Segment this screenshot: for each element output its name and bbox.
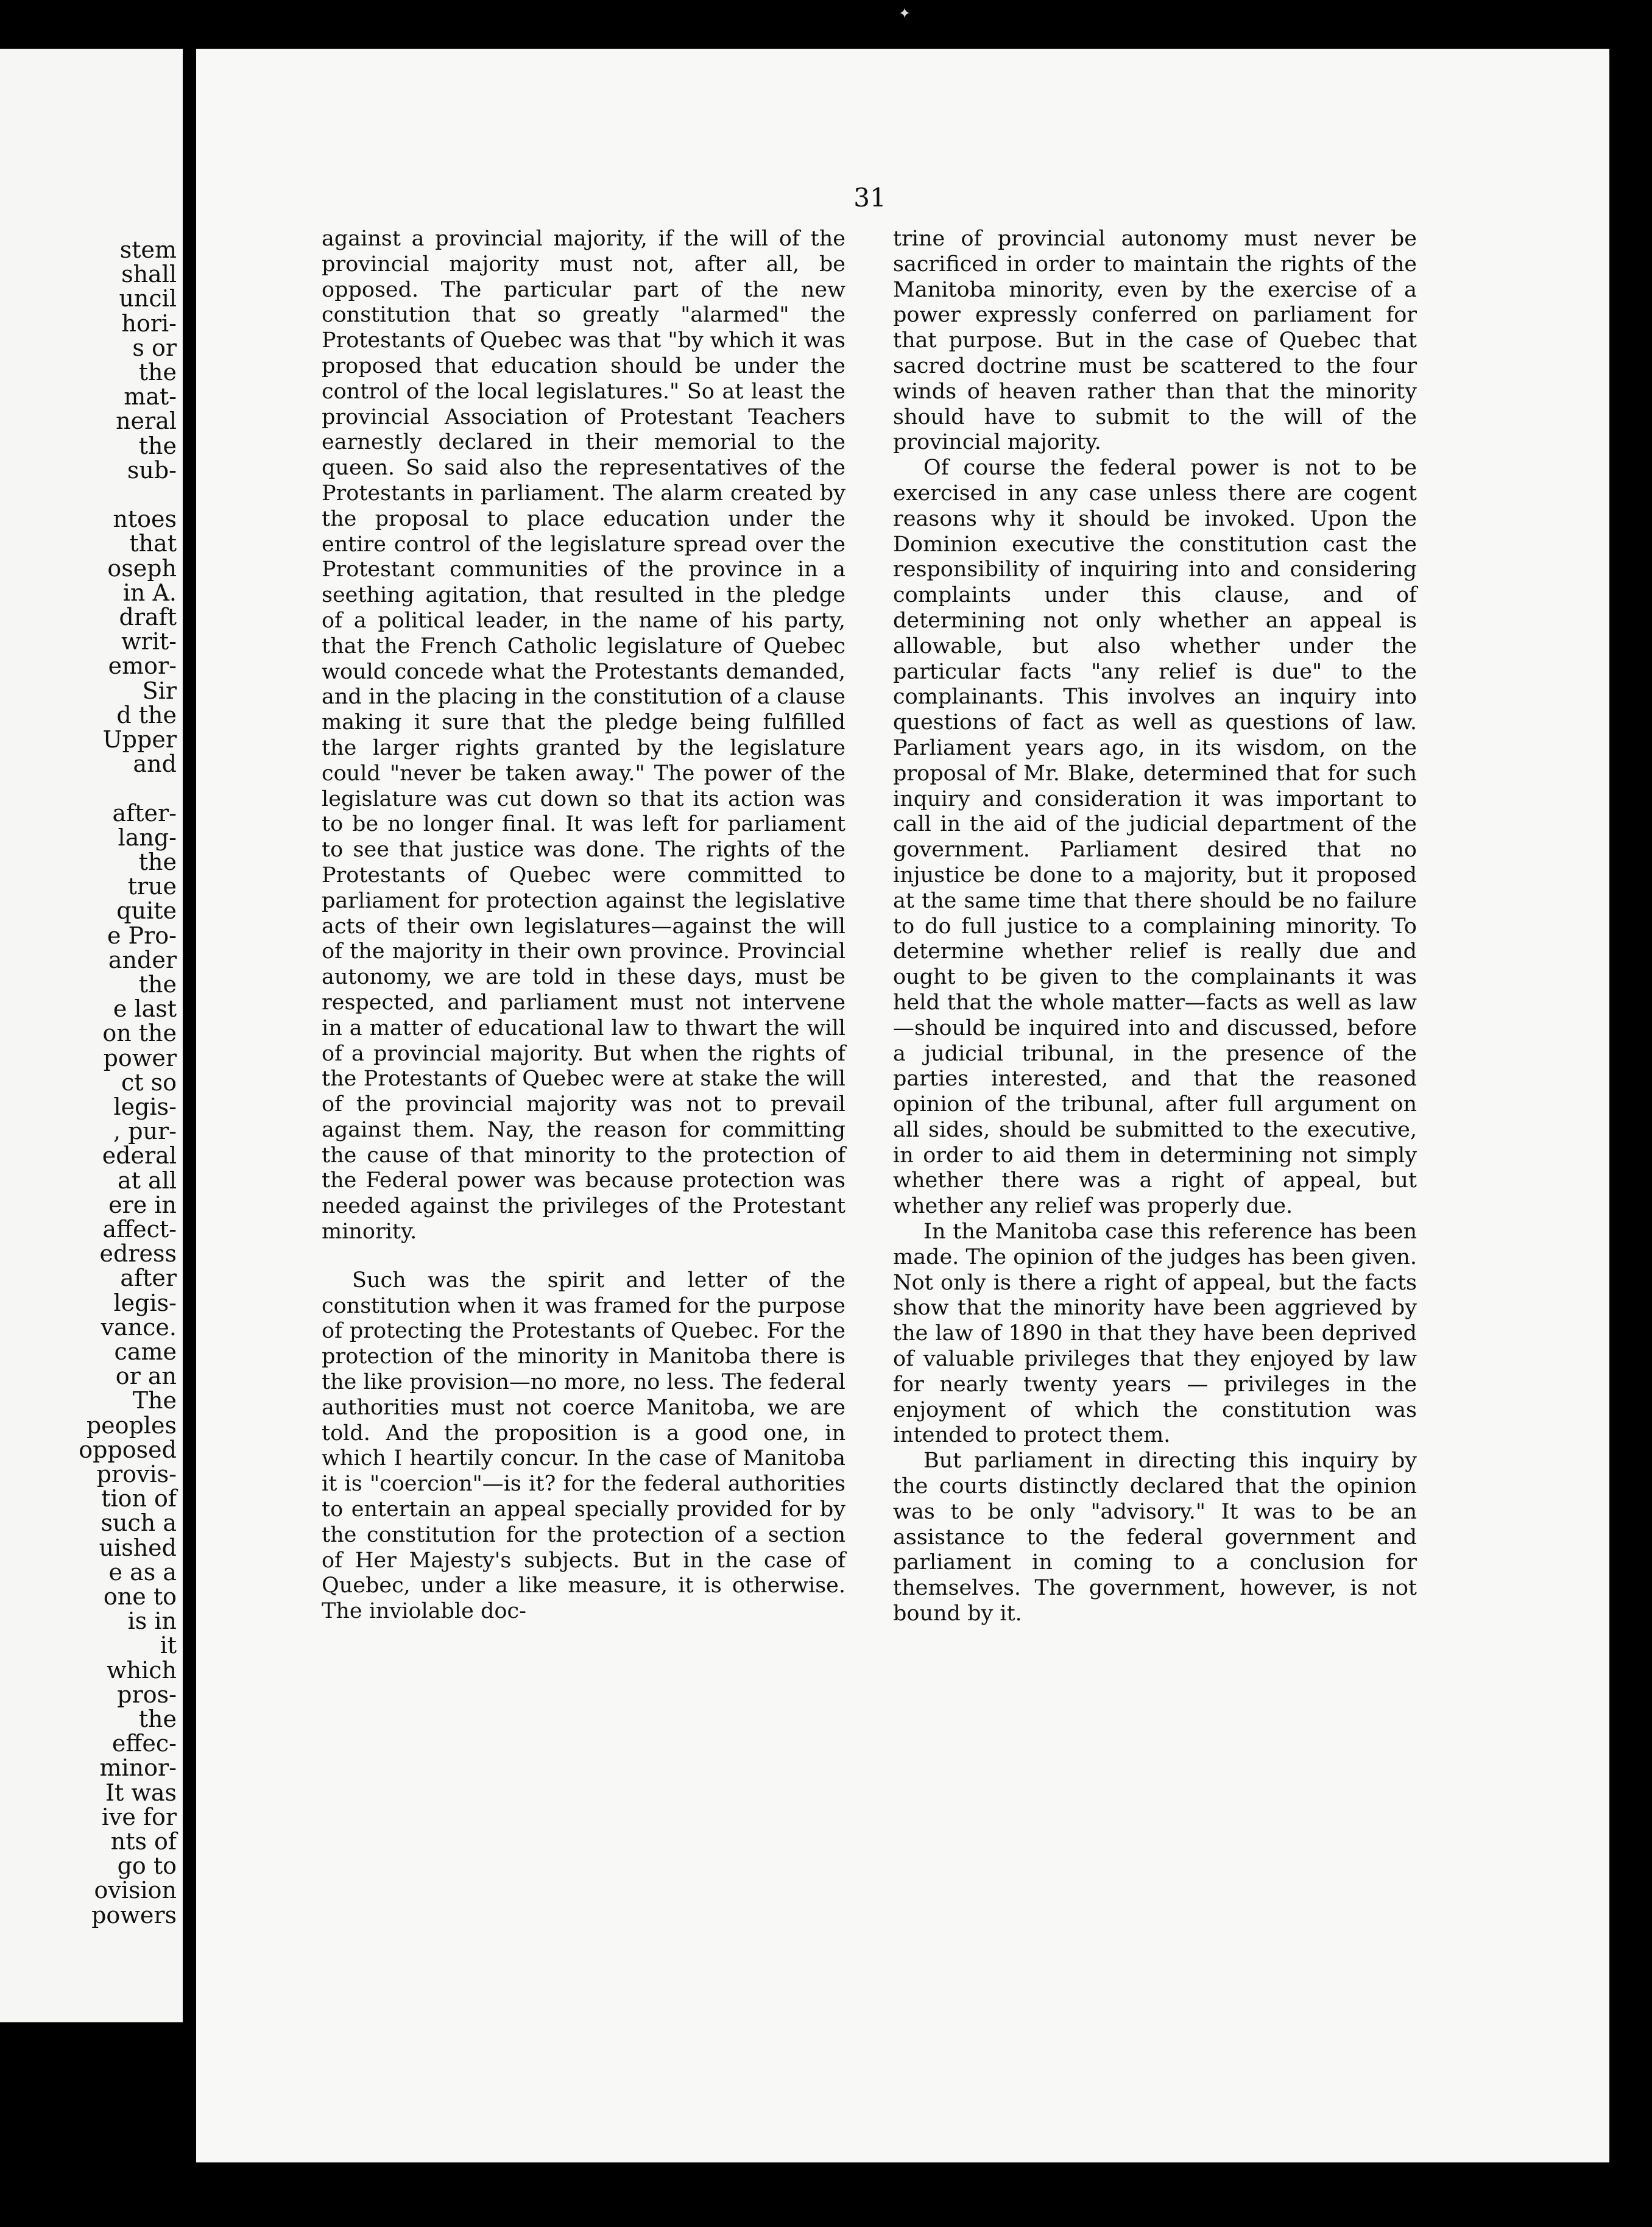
previous-page-line: neral	[116, 408, 177, 435]
previous-page-line: pros-	[117, 1681, 177, 1708]
previous-page-line: peoples	[86, 1411, 177, 1439]
previous-page-line: edress	[99, 1240, 177, 1268]
previous-page-line: opposed	[79, 1436, 177, 1463]
previous-page-line: vance.	[101, 1313, 177, 1341]
previous-page-line: d the	[116, 701, 177, 729]
previous-page-line: writ-	[121, 628, 177, 655]
previous-page-line: e Pro-	[107, 922, 177, 949]
paragraph: But parliament in directing this inquiry by the courts distinctly declared that the opinion was to be only "advisory." It was to be an assistance to the federal government and parliament in coming to a conclusion for themselves. The government, however, is not bound by it.	[893, 1449, 1417, 1626]
previous-page-edge	[0, 49, 183, 2022]
previous-page-line: in A.	[122, 579, 177, 606]
paragraph: Such was the spirit and letter of the constitution when it was framed for the purpose of protecting the Protestants of Quebec. For the protection of the minority in Manitoba there is the like provision—no more, no less. The federal authorities must not coerce Manitoba, we are told. And the proposition is a good one, in which I heartily concur. In the case of Manitoba it is "coercion"—is it? for the federal authorities to entertain an appeal specially provided for by the constitution for the protection of a section of Her Majesty's subjects. But in the case of Quebec, under a like measure, it is otherwise. The inviolable doc-	[322, 1268, 845, 1624]
previous-page-line: provis-	[96, 1461, 177, 1488]
previous-page-line: lang-	[118, 824, 177, 851]
previous-page-line: uncil	[119, 285, 177, 312]
previous-page-line: the	[138, 432, 177, 459]
previous-page-line: minor-	[99, 1754, 177, 1782]
previous-page-line: ere in	[108, 1191, 177, 1218]
previous-page-line: ntoes	[113, 506, 177, 533]
previous-page-line: the	[138, 971, 177, 998]
previous-page-line: e as a	[108, 1558, 177, 1586]
right-column	[893, 227, 1417, 1627]
paragraph: against a provincial majority, if the will of the provincial majority must not, after all, be opposed. The particular part of the new constitution that so greatly "alarmed" the Protestants of Quebec was that "by which it was proposed that education should be under the control of the local legislatures." So at least the provincial Association of Protestant Teachers earnestly declared in their memorial to the queen. So said also the representatives of the Protestants in parliament. The alarm created by the proposal to place education under the entire control of the legislature spread over the Protestant communities of the province in a seething agitation, that resulted in the pledge of a political leader, in the name of his party, that the French Catholic legislature of Quebec would concede what the Protestants demanded, and in the placing in the constitution of a clause making it sure that the pledge being fulfilled the larger rights granted by the legislature could "never be taken away." The power of the legislature was cut down so that its action was to be no longer final. It was left for parliament to see that justice was done. The rights of the Protestants of Quebec were committed to parliament for protection against the legislative acts of their own legislatures—against the will of the majority in their own province. Provincial autonomy, we are told in these days, must be respected, and parliament must not intervene in a matter of educational law to thwart the will of a provincial majority. But when the rights of the Protestants of Quebec were at stake the will of the provincial majority was not to prevail against them. Nay, the reason for committing the cause of that minority to the protection of the Federal power was because protection was needed against the privileges of the Protestant minority.	[322, 227, 845, 1244]
previous-page-line: true	[127, 873, 177, 900]
previous-page-line: power	[103, 1044, 177, 1071]
previous-page-line: go to	[117, 1852, 177, 1880]
previous-page-line: effec-	[111, 1730, 177, 1757]
paragraph: trine of provincial autonomy must never be sacrificed in order to maintain the rights of the Manitoba minority, even by the exercise of a power expressly conferred on parliament for that purpose. But in the case of Quebec that sacred doctrine must be scattered to the four winds of heaven rather than that the minority should have to submit to the will of the provincial majority.	[893, 227, 1417, 455]
previous-page-line: and	[133, 750, 177, 778]
previous-page-line: or an	[115, 1363, 177, 1390]
previous-page-line: came	[114, 1338, 177, 1365]
previous-page-line: one to	[103, 1583, 177, 1610]
previous-page-line: after-	[112, 799, 177, 827]
previous-page-line: oseph	[107, 554, 177, 582]
previous-page-line: ive for	[101, 1803, 177, 1830]
previous-page-line: ander	[108, 946, 177, 973]
previous-page-line: it	[160, 1632, 177, 1659]
previous-page-line: uished	[99, 1534, 177, 1561]
previous-page-line: Upper	[102, 726, 177, 753]
previous-page-line: ct so	[121, 1068, 177, 1096]
previous-page-line: stem	[119, 236, 177, 263]
previous-page-line: emor-	[108, 652, 177, 680]
previous-page-line: the	[138, 849, 177, 875]
previous-page-line: nts of	[110, 1828, 177, 1855]
previous-page-line: sub-	[127, 456, 177, 484]
previous-page-line: The	[132, 1387, 177, 1414]
left-column	[322, 227, 845, 1625]
previous-page-line: the	[138, 1706, 177, 1732]
previous-page-line: at all	[118, 1166, 177, 1194]
previous-page-line: mat-	[124, 383, 177, 411]
previous-page-line: which	[107, 1656, 177, 1684]
previous-page-line: quite	[116, 897, 177, 925]
previous-page-line: after	[120, 1265, 177, 1292]
previous-page-line: e last	[113, 995, 177, 1023]
previous-page-line: such a	[101, 1509, 177, 1537]
previous-page-line: is in	[127, 1608, 177, 1635]
previous-page-line: powers	[91, 1901, 177, 1929]
previous-page-line: , pur-	[113, 1118, 177, 1145]
previous-page-line: legis-	[113, 1289, 177, 1316]
previous-page-line: s or	[132, 334, 177, 361]
paragraph: In the Manitoba case this reference has been made. The opinion of the judges has been given. Not only is there a right of appeal, but the facts show that the minority have been aggrieved by the law of 1890 in that they have been deprived of valuable privileges that they enjoyed by law for nearly twenty years — privileges in the enjoyment of which the constitution was intended to protect them.	[893, 1219, 1417, 1448]
previous-page-line: shall	[121, 261, 177, 288]
previous-page-line: tion of	[101, 1485, 177, 1512]
previous-page-line: that	[129, 530, 177, 557]
film-speck: ✦	[898, 5, 911, 22]
previous-page-line: affect-	[102, 1216, 177, 1243]
previous-page-line: Sir	[142, 677, 177, 704]
previous-page-line: ovision	[94, 1877, 177, 1904]
paragraph: Of course the federal power is not to be exercised in any case unless there are cogent reasons why it should be invoked. Upon the Dominion executive the constitution cast the responsibility of inquiring into and considering complaints under this clause, and of determining not only whether an appeal is allowable, but also whether under the particular facts "any relief is due" to the complainants. This involves an inquiry into questions of fact as well as questions of law. Parliament years ago, in its wisdom, on the proposal of Mr. Blake, determined that for such inquiry and consideration it was important to call in the aid of the judicial department of the government. Parliament desired that no injustice be done to a majority, but it proposed at the same time that there should be no failure to do full justice to a complaining minority. To determine whether relief is really due and ought to be given to the complainants it was held that the whole matter—facts as well as law—should be inquired into and discussed, before a judicial tribunal, in the presence of the parties interested, and that the reasoned opinion of the tribunal, after full argument on all sides, should be submitted to the executive, in order to aid them in determining not simply whether there was a right of appeal, but whether any relief was properly due.	[893, 456, 1417, 1219]
page-number: 31	[853, 183, 886, 213]
previous-page-line: ederal	[102, 1142, 177, 1170]
previous-page-line: on the	[102, 1020, 177, 1047]
previous-page-line: hori-	[121, 309, 177, 337]
previous-page-line: draft	[119, 604, 177, 630]
previous-page-line: legis-	[113, 1093, 177, 1120]
previous-page-line: the	[138, 359, 177, 386]
previous-page-line: It was	[105, 1779, 177, 1806]
